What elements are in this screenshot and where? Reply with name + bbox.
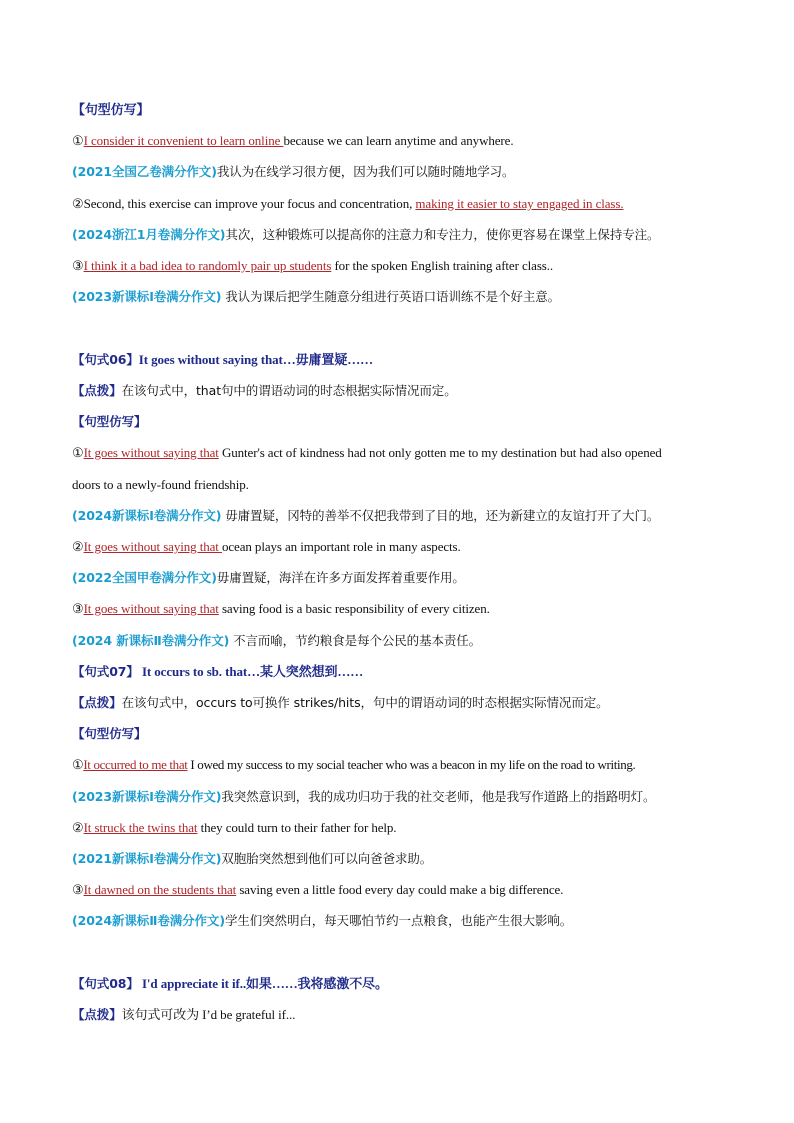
- translation-3: [72, 287, 734, 307]
- tip-text: 该句式可改为 I’d be grateful if...: [121, 1007, 296, 1022]
- example-rest: for the spoken English training after class..: [331, 258, 554, 273]
- underlined-phrase: It struck the twins that: [83, 820, 198, 835]
- source-label: (2024新课标Ⅱ卷满分作文): [72, 913, 225, 928]
- example-rest: saving even a little food every day could make a big difference.: [236, 882, 564, 897]
- translation-07-3: [72, 911, 734, 931]
- chinese-translation: 学生们突然明白，每天哪怕节约一点粮食，也能产生很大影响。: [224, 913, 573, 928]
- example-2: [72, 194, 734, 214]
- underlined-phrase: making it easier to stay engaged in class.: [415, 196, 624, 211]
- example-number: ②: [72, 820, 84, 835]
- label-sentence-imitation: 【句型仿写】: [72, 414, 147, 429]
- heading-bracket: 【句式08】: [72, 976, 139, 991]
- example-06-1: [72, 443, 734, 463]
- tip-text: 在该句式中，occurs to可换作 strikes/hits，句中的谓语动词的时态根据实际情况而定。: [121, 695, 609, 710]
- source-label: (2022全国甲卷满分作文): [72, 570, 217, 585]
- example-rest: Gunter's act of kindness had not only gotten me to my destination but had also opened: [218, 445, 662, 460]
- source-label: (2024浙江1月卷满分作文): [72, 227, 226, 242]
- underlined-phrase: It goes without saying that: [83, 601, 219, 616]
- source-label: (2024新课标I卷满分作文): [72, 508, 222, 523]
- example-rest: I owed my success to my social teacher who was a beacon in my life on the road to writing.: [187, 757, 636, 772]
- example-07-3: [72, 880, 734, 900]
- translation-07-1: [72, 787, 734, 807]
- underlined-phrase: It occurred to me that: [83, 757, 188, 772]
- example-3: [72, 256, 734, 276]
- translation-1: [72, 162, 734, 182]
- underlined-phrase: It goes without saying that: [83, 539, 222, 554]
- heading-title: It goes without saying that…毋庸置疑……: [138, 352, 374, 367]
- example-number: ①: [72, 133, 84, 148]
- tip-08: [72, 1005, 734, 1025]
- chinese-translation: 我认为在线学习很方便，因为我们可以随时随地学习。: [216, 164, 515, 179]
- heading-title: It occurs to sb. that…某人突然想到……: [138, 664, 364, 679]
- example-number: ②: [72, 539, 84, 554]
- label-sentence-imitation: 【句型仿写】: [72, 102, 150, 117]
- example-number: ②: [72, 196, 84, 211]
- example-rest: saving food is a basic responsibility of every citizen.: [218, 601, 490, 616]
- tip-bracket: 【点拨】: [72, 695, 122, 710]
- example-07-2: [72, 818, 734, 838]
- source-label: (2023新课标I卷满分作文): [72, 789, 222, 804]
- label-sentence-imitation: 【句型仿写】: [72, 726, 147, 741]
- underlined-phrase: I think it a bad idea to randomly pair up students: [83, 258, 332, 273]
- chinese-translation: 我认为课后把学生随意分组进行英语口语训练不是个好主意。: [221, 289, 561, 304]
- example-number: ③: [72, 882, 84, 897]
- chinese-translation: 我突然意识到，我的成功归功于我的社交老师，他是我写作道路上的指路明灯。: [221, 789, 656, 804]
- example-number: ③: [72, 258, 84, 273]
- tip-07: [72, 693, 734, 713]
- heading-pattern-07: [72, 662, 734, 682]
- heading-pattern-08: [72, 974, 734, 994]
- chinese-translation: 双胞胎突然想到他们可以向爸爸求助。: [221, 851, 433, 866]
- example-06-2: [72, 537, 734, 557]
- tip-06: [72, 381, 734, 401]
- heading-pattern-06: [72, 350, 734, 370]
- heading-title: I'd appreciate it if..如果……我将感激不尽。: [138, 976, 388, 991]
- tip-bracket: 【点拨】: [72, 1007, 122, 1022]
- translation-06-2: [72, 568, 734, 588]
- tip-text: 在该句式中，that句中的谓语动词的时态根据实际情况而定。: [121, 383, 457, 398]
- underlined-phrase: It dawned on the students that: [83, 882, 237, 897]
- example-06-3: [72, 599, 734, 619]
- underlined-phrase: It goes without saying that: [83, 445, 219, 460]
- example-rest: because we can learn anytime and anywhere.: [283, 133, 514, 148]
- example-06-1-cont: doors to a newly-found friendship.: [72, 477, 249, 492]
- chinese-translation: 不言而喻，节约粮食是每个公民的基本责任。: [229, 633, 482, 648]
- tip-bracket: 【点拨】: [72, 383, 122, 398]
- chinese-translation: 毋庸置疑，冈特的善举不仅把我带到了目的地，还为新建立的友谊打开了大门。: [221, 508, 660, 523]
- example-07-1: [72, 755, 734, 775]
- source-label: (2023新课标I卷满分作文): [72, 289, 222, 304]
- translation-2: [72, 225, 734, 245]
- translation-06-3: [72, 631, 734, 651]
- source-label: (2021新课标I卷满分作文): [72, 851, 222, 866]
- example-rest: they could turn to their father for help.: [197, 820, 397, 835]
- chinese-translation: 毋庸置疑，海洋在许多方面发挥着重要作用。: [216, 570, 465, 585]
- underlined-phrase: I consider it convenient to learn online: [83, 133, 284, 148]
- source-label: (2024 新课标Ⅱ卷满分作文): [72, 633, 230, 648]
- heading-bracket: 【句式06】: [72, 352, 139, 367]
- example-1: [72, 131, 734, 151]
- source-label: (2021全国乙卷满分作文): [72, 164, 217, 179]
- example-number: ①: [72, 757, 84, 772]
- example-number: ①: [72, 445, 84, 460]
- example-rest: ocean plays an important role in many aspects.: [221, 539, 461, 554]
- example-prefix: Second, this exercise can improve your focus and concentration,: [83, 196, 416, 211]
- translation-07-2: [72, 849, 734, 869]
- example-number: ③: [72, 601, 84, 616]
- chinese-translation: 其次，这种锻炼可以提高你的注意力和专注力，使你更容易在课堂上保持专注。: [225, 227, 660, 242]
- translation-06-1: [72, 506, 734, 526]
- heading-bracket: 【句式07】: [72, 664, 139, 679]
